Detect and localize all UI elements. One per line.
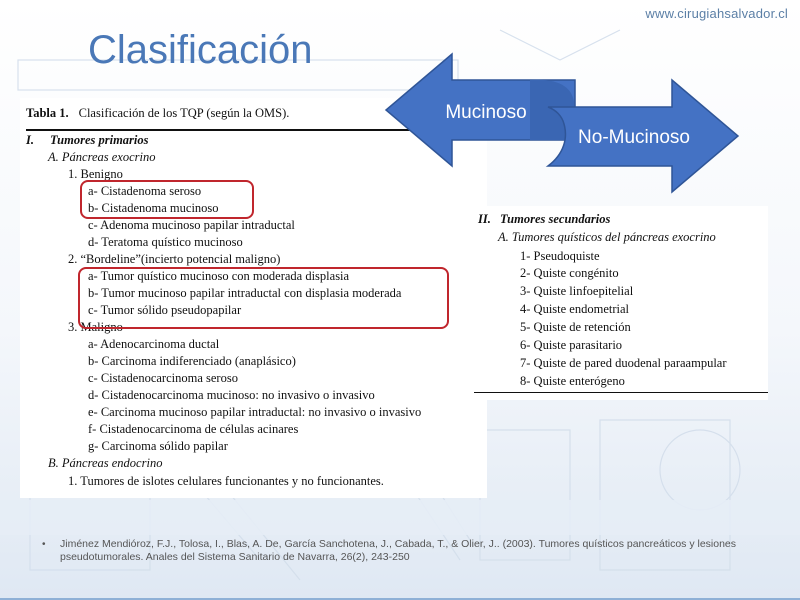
list-item: 7- Quiste de pared duodenal paraampular: [520, 356, 727, 370]
list-item: a- Cistadenoma seroso: [88, 184, 202, 198]
group-islotes: 1. Tumores de islotes celulares funcionantes y no funcionantes.: [68, 474, 384, 488]
list-item: b- Carcinoma indiferenciado (anaplásico): [88, 354, 296, 368]
list-item: c- Cistadenocarcinoma seroso: [88, 371, 238, 385]
citation-text: Jiménez Mendióroz, F.J., Tolosa, I., Blas, A. De, García Sanchotena, J., Cabada, T., & Olier, J.. (2003). Tumores quísticos pancreáticos y lesiones pseudotumorales. Anales del Sistema Sanitario de Navarra, 26(2), 243-250: [60, 538, 737, 563]
list-item: 5- Quiste de retención: [520, 320, 631, 334]
group-borderline: 2. “Bordeline”(incierto potencial maligno): [68, 252, 281, 266]
list-item: a- Tumor quístico mucinoso con moderada displasia: [88, 269, 350, 283]
list-item: e- Carcinoma mucinoso papilar intraductal: no invasivo o invasivo: [88, 405, 422, 419]
list-item: 2- Quiste congénito: [520, 266, 619, 280]
list-item: 4- Quiste endometrial: [520, 302, 629, 316]
bullet-icon: •: [42, 539, 46, 550]
highlight-box-benign-cystadenomas: [80, 180, 254, 219]
list-item: d- Teratoma quístico mucinoso: [88, 235, 243, 249]
section-title-primary: Tumores primarios: [50, 133, 149, 147]
section-numeral-ii: II.: [478, 212, 491, 226]
list-item: 6- Quiste parasitario: [520, 338, 623, 352]
table-caption: [26, 106, 289, 121]
list-item: c- Adenoma mucinoso papilar intraductal: [88, 218, 295, 232]
list-item: g- Carcinoma sólido papilar: [88, 439, 228, 453]
list-item: 8- Quiste enterógeno: [520, 374, 625, 388]
list-item: d- Cistadenocarcinoma mucinoso: no invasivo o invasivo: [88, 388, 375, 402]
citation-footer: [42, 538, 760, 564]
arrow-label-no-mucinoso: No-Mucinoso: [578, 127, 690, 148]
group-maligno: 3. Maligno: [68, 320, 123, 334]
highlight-box-borderline-tumors: [78, 267, 449, 329]
table-caption-text: Clasificación de los TQP (según la OMS).: [78, 106, 290, 120]
section-numeral-i: I.: [26, 133, 34, 147]
classification-arrows: [380, 52, 742, 197]
site-url: www.cirugiahsalvador.cl: [645, 6, 788, 21]
list-item: 1- Pseudoquiste: [520, 249, 600, 263]
table-caption-label: Tabla 1.: [26, 106, 69, 120]
group-benigno: 1. Benigno: [68, 167, 123, 181]
list-item: a- Adenocarcinoma ductal: [88, 337, 220, 351]
arrow-label-mucinoso: Mucinoso: [445, 102, 527, 123]
list-item: b- Tumor mucinoso papilar intraductal con displasia moderada: [88, 286, 402, 300]
subsection-pancreas-endocrino: B. Páncreas endocrino: [48, 456, 163, 470]
list-item: b- Cistadenoma mucinoso: [88, 201, 219, 215]
section-title-secondary: Tumores secundarios: [500, 212, 611, 226]
list-item: c- Tumor sólido pseudopapilar: [88, 303, 242, 317]
list-item: f- Cistadenocarcinoma de células acinares: [88, 422, 299, 436]
secondary-tumors-panel: [470, 206, 768, 400]
secondary-bottom-rule: [474, 392, 768, 393]
list-item: 3- Quiste linfoepitelial: [520, 284, 634, 298]
subsection-quistes-exocrino: A. Tumores quísticos del páncreas exocrino: [498, 230, 716, 244]
slide-title: Clasificación: [88, 28, 313, 72]
subsection-pancreas-exocrino: A. Páncreas exocrino: [48, 150, 156, 164]
